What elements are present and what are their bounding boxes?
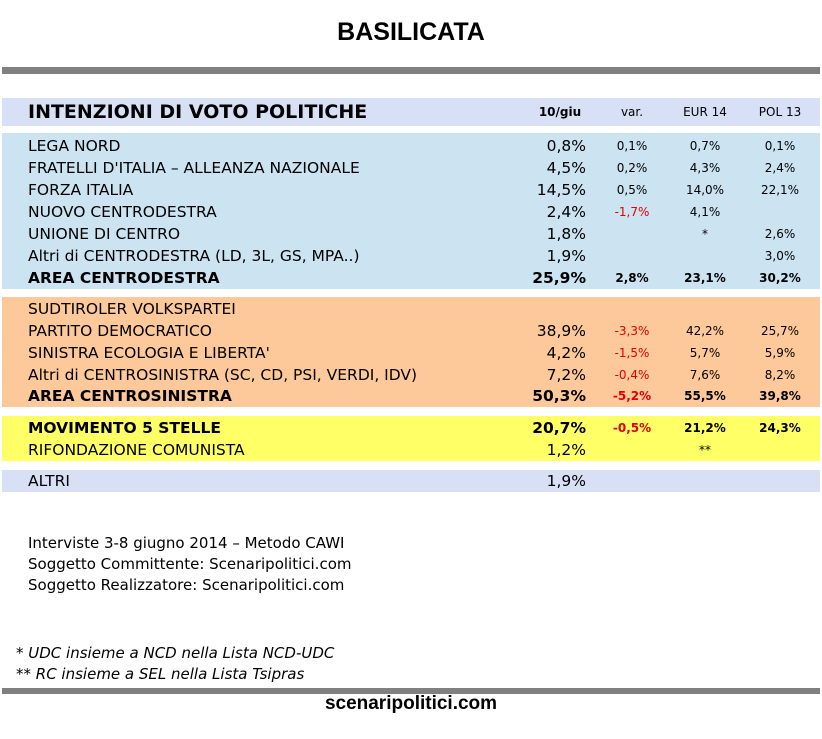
eur14-value: 0,7% [689, 139, 721, 153]
variation-value: -1,5% [614, 346, 650, 360]
footnote-line: ** RC insieme a SEL nella Lista Tsipras [16, 665, 305, 683]
eur14-value: 7,6% [689, 368, 721, 382]
current-value: 14,5% [536, 181, 586, 199]
eur14-value: 42,2% [685, 324, 725, 338]
eur14-value: 4,3% [689, 161, 721, 175]
party-name: LEGA NORD [28, 137, 121, 155]
note-line: Interviste 3-8 giugno 2014 – Metodo CAWI [28, 534, 345, 552]
pol13-value: 2,6% [764, 227, 796, 241]
party-row [2, 470, 820, 492]
current-value: 0,8% [546, 137, 586, 155]
party-name: FRATELLI D'ITALIA – ALLEANZA NAZIONALE [28, 159, 360, 177]
eur14-value: ** [699, 443, 711, 457]
site-name: scenaripolitici.com [324, 693, 498, 714]
current-value: 4,2% [546, 344, 586, 362]
current-value: 4,5% [546, 159, 586, 177]
variation-value: -0,4% [614, 368, 650, 382]
party-name: UNIONE DI CENTRO [28, 225, 181, 243]
current-value: 1,9% [546, 472, 586, 490]
party-name: AREA CENTROSINISTRA [28, 387, 232, 405]
table-title: INTENZIONI DI VOTO POLITICHE [28, 101, 368, 123]
area-total-row [2, 417, 820, 439]
variation-value: -1,7% [614, 205, 650, 219]
variation-value: -5,2% [612, 389, 652, 403]
eur14-value: 21,2% [684, 421, 726, 435]
current-value: 7,2% [546, 366, 586, 384]
current-value: 25,9% [532, 269, 586, 287]
party-name: Altri di CENTRODESTRA (LD, 3L, GS, MPA..) [28, 247, 360, 265]
current-value: 1,9% [546, 247, 586, 265]
party-row [2, 157, 820, 179]
current-value: 38,9% [536, 322, 586, 340]
party-name: RIFONDAZIONE COMUNISTA [28, 441, 245, 459]
eur14-value: 5,7% [689, 346, 721, 360]
note-line: Soggetto Realizzatore: Scenaripolitici.com [28, 576, 345, 594]
current-value: 1,2% [546, 441, 586, 459]
party-row [2, 179, 820, 201]
party-row [2, 201, 820, 223]
page-title: BASILICATA [337, 18, 485, 46]
eur14-value: * [702, 227, 708, 241]
party-name: Altri di CENTROSINISTRA (SC, CD, PSI, VERDI, IDV) [28, 366, 418, 384]
pol13-value: 5,9% [764, 346, 796, 360]
party-row [2, 245, 820, 267]
pol13-value: 2,4% [764, 161, 796, 175]
party-row [2, 342, 820, 364]
current-value: 20,7% [532, 419, 586, 437]
pol13-value: 3,0% [764, 249, 796, 263]
pol13-value: 30,2% [759, 271, 801, 285]
col-header-eur14: EUR 14 [683, 105, 727, 119]
col-header-current: 10/giu [538, 105, 582, 119]
variation-value: 0,5% [616, 183, 648, 197]
pol13-value: 24,3% [759, 421, 801, 435]
party-name: NUOVO CENTRODESTRA [28, 203, 217, 221]
party-row [2, 298, 820, 320]
area-total-row [2, 267, 820, 289]
variation-value: -3,3% [614, 324, 650, 338]
footnote-line: * UDC insieme a NCD nella Lista NCD-UDC [16, 644, 335, 662]
party-row [2, 135, 820, 157]
variation-value: 0,1% [616, 139, 648, 153]
party-row [2, 320, 820, 342]
eur14-value: 23,1% [684, 271, 726, 285]
footnotes [16, 643, 334, 685]
party-row [2, 364, 820, 386]
table-header [2, 99, 820, 125]
party-row [2, 439, 820, 461]
pol13-value: 39,8% [759, 389, 801, 403]
eur14-value: 4,1% [689, 205, 721, 219]
survey-notes [28, 533, 351, 596]
top-rule [2, 67, 820, 74]
party-name: PARTITO DEMOCRATICO [28, 322, 212, 340]
current-value: 50,3% [532, 387, 586, 405]
party-name: MOVIMENTO 5 STELLE [28, 419, 221, 437]
pol13-value: 8,2% [764, 368, 796, 382]
area-total-row [2, 385, 820, 407]
party-name: FORZA ITALIA [28, 181, 134, 199]
eur14-value: 14,0% [685, 183, 725, 197]
party-row [2, 223, 820, 245]
pol13-value: 0,1% [764, 139, 796, 153]
party-name: ALTRI [28, 472, 70, 490]
current-value: 2,4% [546, 203, 586, 221]
pol13-value: 25,7% [760, 324, 800, 338]
current-value: 1,8% [546, 225, 586, 243]
variation-value: 2,8% [615, 271, 649, 285]
note-line: Soggetto Committente: Scenaripolitici.com [28, 555, 352, 573]
variation-value: 0,2% [616, 161, 648, 175]
pol13-value: 22,1% [760, 183, 800, 197]
party-name: SUDTIROLER VOLKSPARTEI [28, 300, 236, 318]
eur14-value: 55,5% [684, 389, 726, 403]
variation-value: -0,5% [612, 421, 652, 435]
party-name: SINISTRA ECOLOGIA E LIBERTA' [28, 344, 270, 362]
party-name: AREA CENTRODESTRA [28, 269, 220, 287]
col-header-var: var. [620, 105, 644, 119]
col-header-pol13: POL 13 [758, 105, 802, 119]
